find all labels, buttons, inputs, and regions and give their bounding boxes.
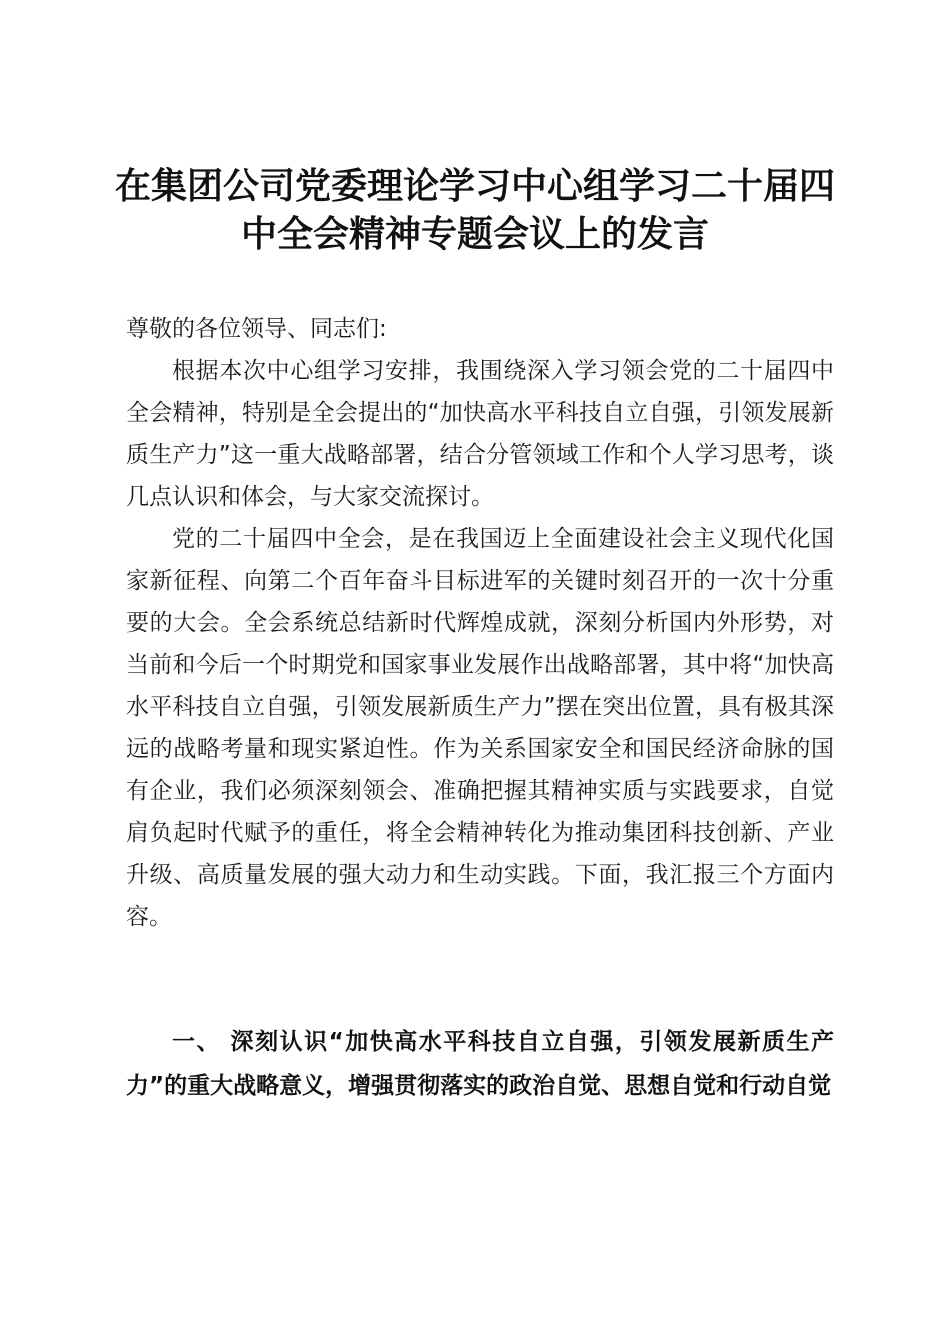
paragraph-intro: 根据本次中心组学习安排，我围绕深入学习领会党的二十届四中全会精神，特别是全会提出的“加快高水平科技自立自强，引领发展新质生产力”这一重大战略部署，结合分管领域工作和个人学习思考，谈几点认识和体会，与大家交流探讨。 <box>126 358 834 510</box>
document-body <box>126 308 834 938</box>
salutation: 尊敬的各位领导、同志们: <box>126 316 387 342</box>
document-title <box>110 162 840 258</box>
title-line-2: 中全会精神专题会议上的发言 <box>240 213 709 255</box>
paragraph-background: 党的二十届四中全会，是在我国迈上全面建设社会主义现代化国家新征程、向第二个百年奋斗目标进军的关键时刻召开的一次十分重要的大会。全会系统总结新时代辉煌成就，深刻分析国内外形势，对当前和今后一个时期党和国家事业发展作出战略部署，其中将“加快高水平科技自立自强，引领发展新质生产力”摆在突出位置，具有极其深远的战略考量和现实紧迫性。作为关系国家安全和国民经济命脉的国有企业，我们必须深刻领会、准确把握其精神实质与实践要求，自觉肩负起时代赋予的重任，将全会精神转化为推动集团科技创新、产业升级、高质量发展的强大动力和生动实践。下面，我汇报三个方面内容。 <box>126 526 834 930</box>
section-heading-1: 一、 深刻认识“加快高水平科技自立自强，引领发展新质生产力”的重大战略意义，增强贯彻落实的政治自觉、思想自觉和行动自觉 <box>126 1029 834 1099</box>
title-line-1: 在集团公司党委理论学习中心组学习二十届四 <box>114 165 835 207</box>
